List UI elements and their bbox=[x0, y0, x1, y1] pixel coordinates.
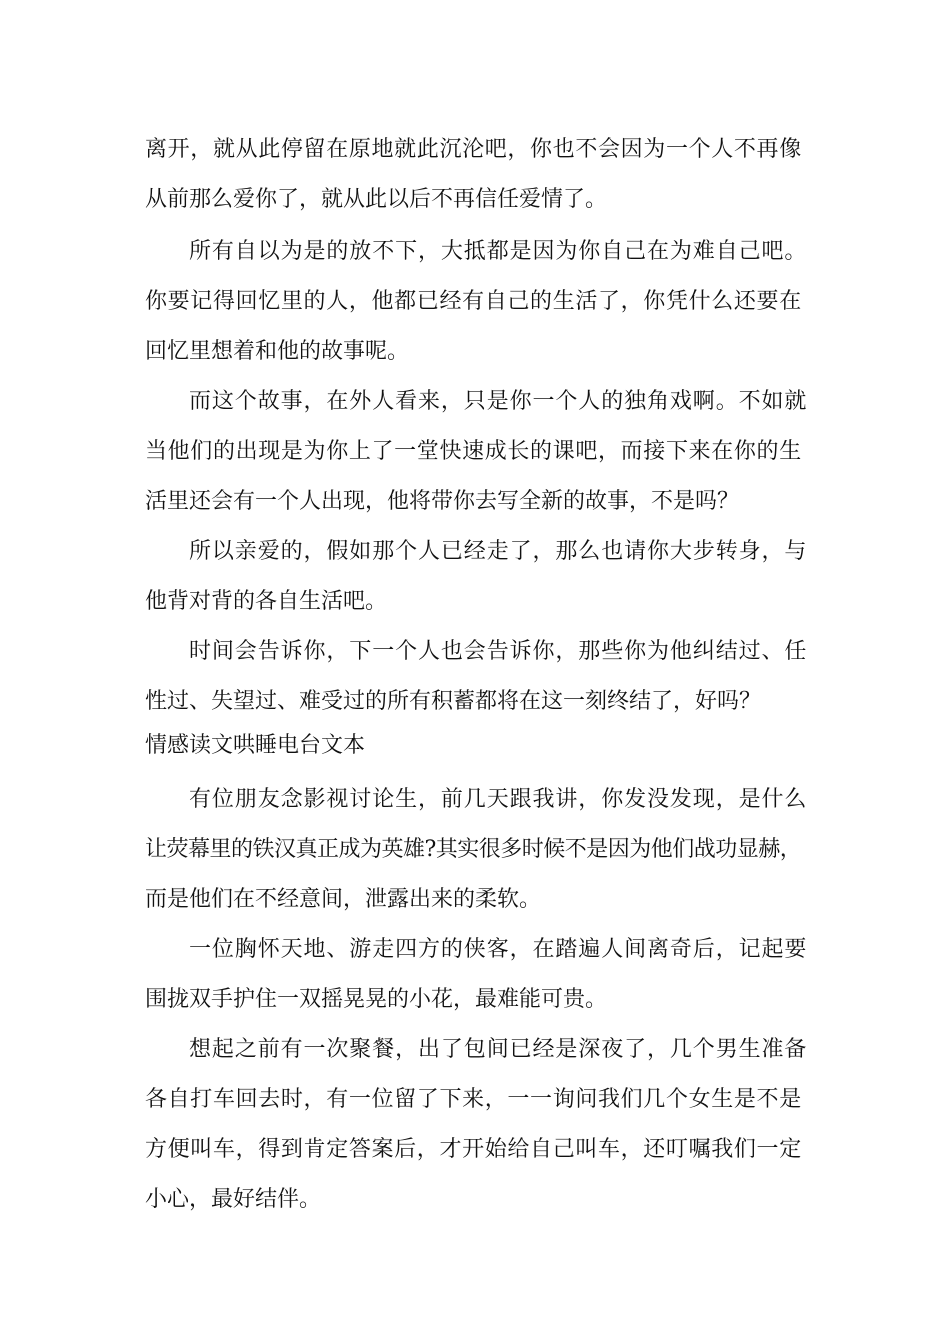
line-text: 小心，最好结伴。 bbox=[145, 1187, 322, 1212]
text-line bbox=[0, 1180, 950, 1220]
text-line bbox=[0, 180, 950, 220]
line-text: 离开，就从此停留在原地就此沉沦吧，你也不会因为一个人不再像 bbox=[145, 137, 802, 162]
line-text: 从前那么爱你了，就从此以后不再信任爱情了。 bbox=[145, 187, 608, 212]
line-text: 活里还会有一个人出现，他将带你去写全新的故事，不是吗？ bbox=[145, 489, 740, 514]
text-line bbox=[0, 1130, 950, 1170]
text-line bbox=[0, 1030, 950, 1070]
line-text: 围拢双手护住一双摇晃晃的小花，最难能可贵。 bbox=[145, 987, 608, 1012]
section-heading bbox=[0, 726, 950, 766]
line-text: 有位朋友念影视讨论生，前几天跟我讲，你发没发现，是什么 bbox=[189, 787, 808, 812]
line-text: 而是他们在不经意间，泄露出来的柔软。 bbox=[145, 887, 542, 912]
line-text: 回忆里想着和他的故事呢。 bbox=[145, 339, 410, 364]
text-line bbox=[0, 532, 950, 572]
line-text: 各自打车回去时，有一位留了下来，一一询问我们几个女生是不是 bbox=[145, 1087, 802, 1112]
text-line bbox=[0, 880, 950, 920]
line-text: 一位胸怀天地、游走四方的侠客，在踏遍人间离奇后，记起要 bbox=[189, 937, 808, 962]
text-line bbox=[0, 582, 950, 622]
line-text: 让荧幕里的铁汉真正成为英雄?其实很多时候不是因为他们战功显赫， bbox=[145, 837, 802, 862]
line-text: 所有自以为是的放不下，大抵都是因为你自己在为难自己吧。 bbox=[189, 239, 808, 264]
line-text: 方便叫车，得到肯定答案后，才开始给自己叫车，还叮嘱我们一定 bbox=[145, 1137, 802, 1162]
text-line bbox=[0, 332, 950, 372]
line-text: 当他们的出现是为你上了一堂快速成长的课吧，而接下来在你的生 bbox=[145, 439, 802, 464]
line-text: 性过、失望过、难受过的所有积蓄都将在这一刻终结了，好吗？ bbox=[145, 689, 762, 714]
text-line bbox=[0, 382, 950, 422]
line-text: 时间会告诉你，下一个人也会告诉你，那些你为他纠结过、任 bbox=[189, 639, 808, 664]
line-text: 他背对背的各自生活吧。 bbox=[145, 589, 388, 614]
text-line bbox=[0, 980, 950, 1020]
text-line bbox=[0, 632, 950, 672]
text-line bbox=[0, 130, 950, 170]
heading-text: 情感读文哄睡电台文本 bbox=[145, 733, 366, 758]
text-line bbox=[0, 432, 950, 472]
line-text: 你要记得回忆里的人，他都已经有自己的生活了，你凭什么还要在 bbox=[145, 289, 802, 314]
text-line bbox=[0, 682, 950, 722]
text-line bbox=[0, 780, 950, 820]
text-line bbox=[0, 282, 950, 322]
text-line bbox=[0, 482, 950, 522]
line-text: 想起之前有一次聚餐，出了包间已经是深夜了，几个男生准备 bbox=[189, 1037, 808, 1062]
text-line bbox=[0, 1080, 950, 1120]
line-text: 所以亲爱的，假如那个人已经走了，那么也请你大步转身，与 bbox=[189, 539, 808, 564]
line-text: 而这个故事，在外人看来，只是你一个人的独角戏啊。不如就 bbox=[189, 389, 808, 414]
text-line bbox=[0, 830, 950, 870]
text-line bbox=[0, 930, 950, 970]
text-line bbox=[0, 232, 950, 272]
